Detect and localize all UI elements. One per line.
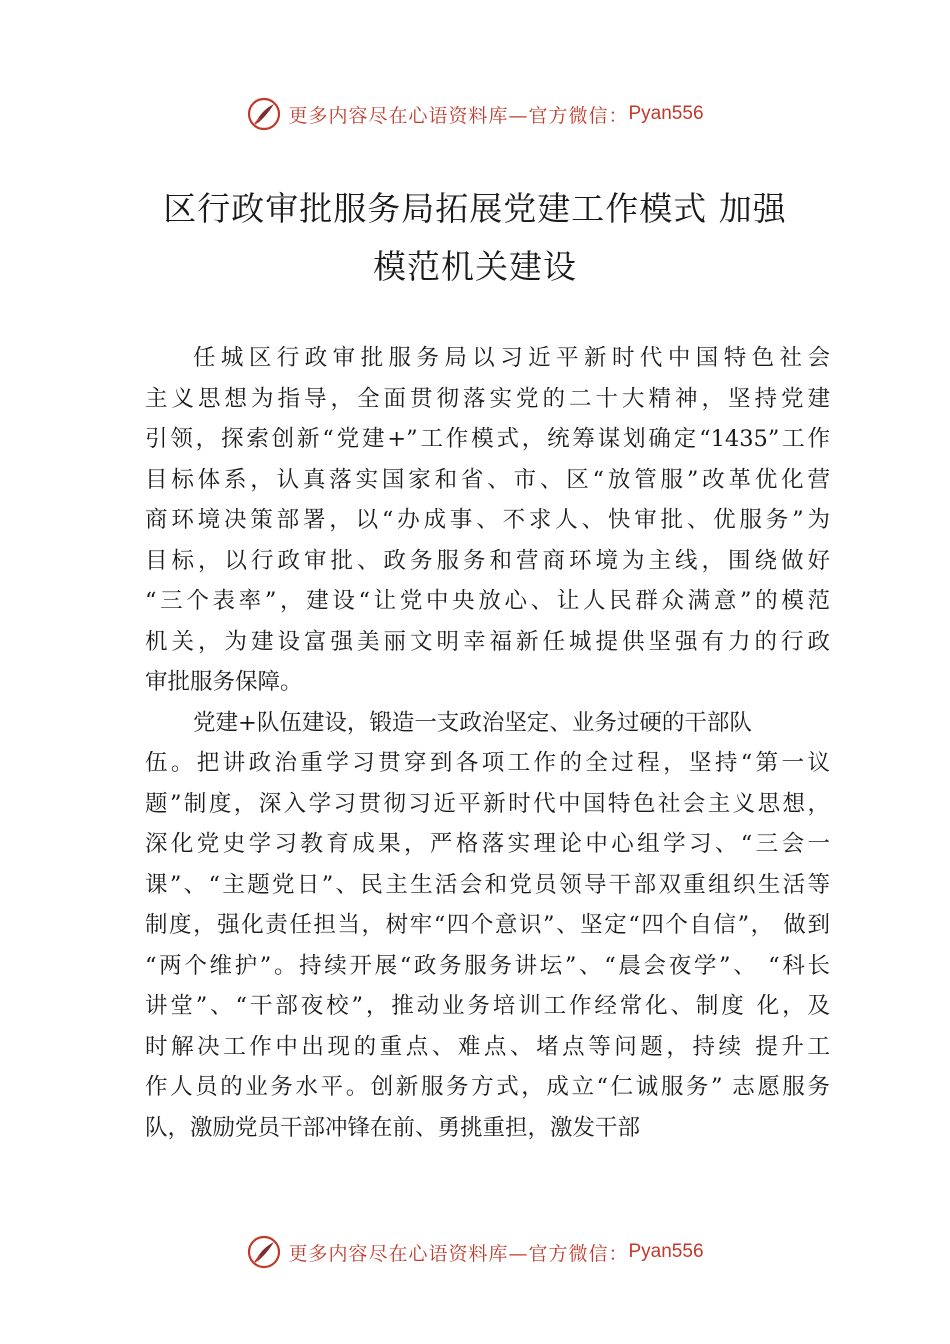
paragraph-line: “三个表率”，建设“让党中央放心、让人民群众满意”的模范 [145, 588, 830, 614]
header-banner [0, 94, 950, 134]
banner-wechat-id: Pyan556 [628, 1241, 704, 1262]
document-title [0, 180, 950, 296]
paragraph-line: 制度，强化责任担当，树牢“四个意识”、坚定“四个自信”， 做到 [145, 912, 830, 938]
paragraph-line: 时解决工作中出现的重点、难点、堵点等问题，持续 提升工 [145, 1033, 830, 1060]
title-line-2: 模范机关建设 [373, 247, 577, 286]
paragraph-line: 课”、“主题党日”、民主生活会和党员领导干部双重组织生活等 [145, 871, 830, 898]
paragraph-line: 目标，以行政审批、政务服务和营商环境为主线，围绕做好 [145, 547, 830, 574]
document-body [145, 338, 830, 1148]
paragraph-1 [145, 338, 830, 703]
banner-text: 更多内容尽在心语资料库—官方微信： [288, 104, 629, 127]
paragraph-line: 引领，探索创新“党建+”工作模式，统筹谋划确定“1435”工作 [145, 426, 830, 452]
banner-wechat-id: Pyan556 [628, 103, 704, 124]
banner-text: 更多内容尽在心语资料库—官方微信： [288, 1242, 629, 1265]
paragraph-line: 审批服务保障。 [145, 669, 303, 695]
paragraph-line: 伍。把讲政治重学习贯穿到各项工作的全过程，坚持“第一议 [145, 750, 830, 776]
paragraph-line: 目标体系，认真落实国家和省、市、区“放管服”改革优化营 [145, 466, 830, 493]
paragraph-2 [145, 703, 830, 1149]
paragraph-line: 商环境决策部署，以“办成事、不求人、快审批、优服务”为 [145, 507, 830, 533]
paragraph-line: 题”制度，深入学习贯彻习近平新时代中国特色社会主义思想， [145, 790, 830, 817]
paragraph-line: 主义思想为指导，全面贯彻落实党的二十大精神，坚持党建 [145, 385, 830, 412]
paragraph-line: 队，激励党员干部冲锋在前、勇挑重担，激发干部 [145, 1114, 641, 1141]
paragraph-line: 机关，为建设富强美丽文明幸福新任城提供坚强有力的行政 [145, 628, 830, 655]
quill-logo-icon [246, 1234, 282, 1270]
footer-banner [0, 1232, 950, 1272]
paragraph-line: 任城区行政审批服务局以习近平新时代中国特色社会 [193, 345, 830, 371]
paragraph-line: 作人员的业务水平。创新服务方式，成立“仁诚服务” 志愿服务 [145, 1074, 830, 1100]
paragraph-line: “两个维护”。持续开展“政务服务讲坛”、“晨会夜学”、 “科长 [145, 952, 830, 979]
quill-logo-icon [246, 96, 282, 132]
paragraph-line: 深化党史学习教育成果，严格落实理论中心组学习、“三会一 [145, 831, 830, 857]
title-line-1: 区行政审批服务局拓展党建工作模式 加强 [163, 189, 787, 228]
paragraph-line: 讲堂”、“干部夜校”，推动业务培训工作经常化、制度 化，及 [145, 993, 830, 1019]
paragraph-line: 党建+队伍建设，锻造一支政治坚定、业务过硬的干部队 [193, 709, 752, 736]
